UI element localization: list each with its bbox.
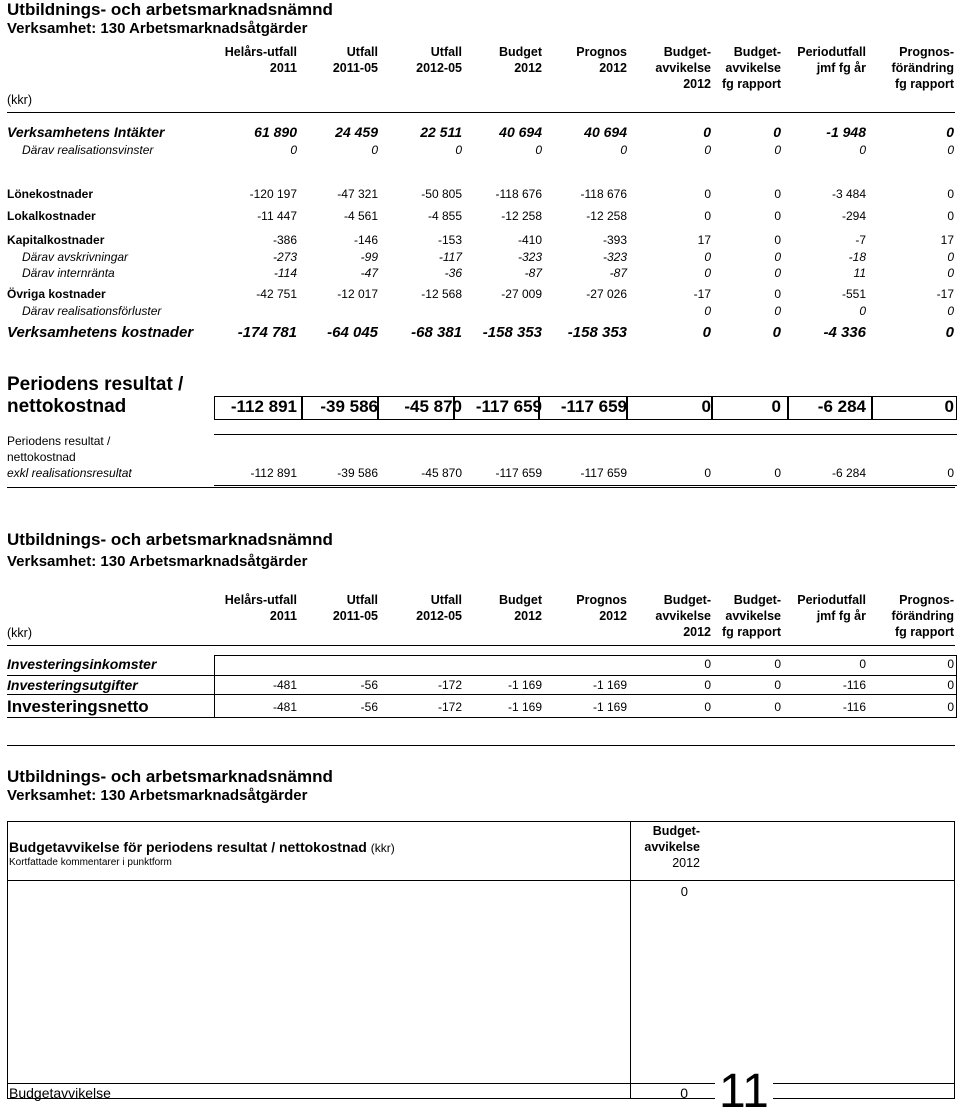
header-divider <box>7 112 955 113</box>
row-value: -118 676 <box>580 187 627 201</box>
row-value: -481 <box>272 700 297 714</box>
row-value: -17 <box>936 287 954 301</box>
row-label: Verksamhetens kostnader <box>7 324 194 341</box>
column-header-line2: avvikelse <box>725 609 781 623</box>
row-value: 0 <box>947 209 954 223</box>
footer-line <box>7 1083 955 1084</box>
row-value: 0 <box>704 678 711 692</box>
row-value: -99 <box>360 250 378 264</box>
row-value: -42 751 <box>256 287 297 301</box>
comment-box-note: Kortfattade kommentarer i punktform <box>9 857 172 868</box>
column-header-line3: 2012 <box>683 77 711 91</box>
row-value: -410 <box>517 233 542 247</box>
result-cell-box <box>539 396 627 420</box>
row-value: 0 <box>620 143 627 157</box>
column-header-line1: Budget- <box>663 45 711 59</box>
column-header-line2: Prognos <box>576 45 627 59</box>
column-header-line3: 2011-05 <box>332 61 378 75</box>
row-value: 61 890 <box>254 124 297 140</box>
row-value: 0 <box>946 124 954 140</box>
row-value: -116 <box>842 678 866 692</box>
column-header-line3: fg rapport <box>721 77 781 91</box>
row-value: -1 169 <box>592 678 627 692</box>
column-header-line3: 2011 <box>269 61 297 75</box>
row-value: -481 <box>272 678 297 692</box>
column-header-line2: avvikelse <box>655 609 711 623</box>
column-header <box>390 592 462 624</box>
row-value: -64 045 <box>327 324 378 341</box>
row-value: 17 <box>940 233 954 247</box>
row-value: -4 561 <box>343 209 378 223</box>
column-header <box>318 44 378 76</box>
result-cell-box <box>378 396 454 420</box>
row-value: -11 447 <box>257 209 297 223</box>
row-value: 0 <box>704 143 711 157</box>
row-value: 0 <box>947 700 954 714</box>
row-value: 0 <box>947 266 954 280</box>
row-value: -18 <box>848 250 866 264</box>
section1-subtitle: Verksamhet: 130 Arbetsmarknadsåtgärder <box>7 20 308 37</box>
row-value: 0 <box>947 678 954 692</box>
result-cell-box <box>302 396 378 420</box>
column-header-line3: 2011 <box>269 609 297 623</box>
row-value: -158 353 <box>567 324 627 341</box>
column-header-line2: Budget <box>498 593 542 607</box>
section1-bottomline <box>7 487 955 488</box>
column-header <box>714 44 781 92</box>
result-value: -112 891 <box>230 397 297 416</box>
result-excl-value: 0 <box>704 466 711 480</box>
row-value: -323 <box>517 250 542 264</box>
row-label: Därav avskrivningar <box>22 250 129 264</box>
row-value: -1 169 <box>507 700 542 714</box>
result-excl-value: -117 659 <box>580 466 627 480</box>
section2-grid <box>214 655 957 718</box>
row-value: -87 <box>609 266 627 280</box>
column-header-line2: avvikelse <box>655 61 711 75</box>
row-value: -551 <box>841 287 866 301</box>
section2-title: Utbildnings- och arbetsmarknadsnämnd <box>7 530 333 549</box>
section3-subtitle: Verksamhet: 130 Arbetsmarknadsåtgärder <box>7 787 308 804</box>
column-header-line3: 2012-05 <box>416 61 462 75</box>
result-cell-box <box>214 396 302 420</box>
column-header-line1: Budget- <box>733 45 781 59</box>
column-header <box>554 44 627 76</box>
row-value: -1 169 <box>507 678 542 692</box>
row-value: 0 <box>774 209 781 223</box>
column-header-line1: Prognos- <box>899 593 954 607</box>
row-value: -116 <box>842 700 866 714</box>
row-value: 0 <box>773 124 781 140</box>
row-value: 40 694 <box>499 124 542 140</box>
result-value: -117 659 <box>560 397 627 416</box>
row-value: 0 <box>774 233 781 247</box>
row-value: -386 <box>272 233 297 247</box>
column-header-line2: Periodutfall <box>797 593 866 607</box>
footer-value: 0 <box>680 1085 688 1101</box>
column-header <box>318 592 378 624</box>
column-header-line1: Prognos- <box>899 45 954 59</box>
column-header-line3: jmf fg år <box>816 61 866 75</box>
column-header <box>637 592 711 640</box>
row-value: 0 <box>774 143 781 157</box>
row-value: 0 <box>945 324 954 341</box>
row-value: -117 <box>438 250 462 264</box>
result-value: -45 870 <box>404 397 462 416</box>
section2-subtitle: Verksamhet: 130 Arbetsmarknadsåtgärder <box>7 553 308 570</box>
column-header-line3: 2012 <box>599 609 627 623</box>
row-value: 0 <box>947 143 954 157</box>
result-excl-label-3: exkl realisationsresultat <box>7 466 132 480</box>
row-value: -3 484 <box>831 187 866 201</box>
result-label-2: nettokostnad <box>7 396 127 417</box>
column-header-line2: Utfall <box>430 45 462 59</box>
row-value: -172 <box>437 678 462 692</box>
row-value: 0 <box>704 657 711 671</box>
row-value: -146 <box>353 233 378 247</box>
row-label: Investeringsinkomster <box>7 656 157 672</box>
column-header <box>554 592 627 624</box>
row-value: -158 353 <box>482 324 542 341</box>
row-value: 0 <box>535 143 542 157</box>
result-excl-bottomline <box>214 485 957 486</box>
row-value: -273 <box>272 250 297 264</box>
row-label: Därav realisationsvinster <box>22 143 154 157</box>
row-value: -56 <box>360 700 378 714</box>
row-value: -47 <box>360 266 378 280</box>
result-excl-label-1: Periodens resultat / <box>7 434 111 448</box>
section2-unit: (kkr) <box>7 626 32 640</box>
row-value: 11 <box>853 266 866 280</box>
row-value: -12 258 <box>586 209 627 223</box>
row-value: 0 <box>774 187 781 201</box>
row-value: -27 009 <box>501 287 542 301</box>
row-value: -87 <box>524 266 542 280</box>
result-excl-value: -112 891 <box>250 466 297 480</box>
column-header-line3: 2012 <box>514 61 542 75</box>
column-header-line2: Utfall <box>346 593 378 607</box>
row-value: -4 336 <box>823 324 866 341</box>
column-header-line3: 2012 <box>683 625 711 639</box>
result-excl-value: 0 <box>947 466 954 480</box>
row-value: 0 <box>774 304 781 318</box>
result-excl-value: 0 <box>774 466 781 480</box>
result-value: -6 284 <box>817 397 866 416</box>
column-header-line3: fg rapport <box>894 625 954 639</box>
result-value: -39 586 <box>320 397 378 416</box>
row-value: 0 <box>947 304 954 318</box>
row-value: 0 <box>290 143 297 157</box>
result-cell-box <box>788 396 872 420</box>
row-value: -323 <box>602 250 627 264</box>
section2-row-line <box>7 694 957 695</box>
row-value: -12 017 <box>337 287 378 301</box>
section3-title: Utbildnings- och arbetsmarknadsnämnd <box>7 767 333 786</box>
section2-row-line <box>7 675 957 676</box>
column-header <box>390 44 462 76</box>
row-value: 0 <box>774 250 781 264</box>
row-label: Därav realisationsförluster <box>22 304 162 318</box>
column-header-line2: Prognos <box>576 593 627 607</box>
column-header-line2: Helårs-utfall <box>224 45 297 59</box>
column-header-line2: Utfall <box>346 45 378 59</box>
result-excl-value: -39 586 <box>337 466 378 480</box>
row-value: 0 <box>455 143 462 157</box>
row-value: -1 948 <box>826 124 866 140</box>
comment-col-value: 0 <box>680 884 688 899</box>
column-header-line3: 2012 <box>514 609 542 623</box>
row-value: 0 <box>704 700 711 714</box>
row-value: -7 <box>855 233 866 247</box>
row-label: Kapitalkostnader <box>7 233 105 247</box>
row-value: 0 <box>704 250 711 264</box>
column-header <box>788 592 866 624</box>
result-excl-value: -45 870 <box>421 466 462 480</box>
column-header-line2: Helårs-utfall <box>224 593 297 607</box>
row-value: 0 <box>703 124 711 140</box>
row-label: Lönekostnader <box>7 187 94 201</box>
result-excl-value: -6 284 <box>831 466 866 480</box>
row-value: -50 805 <box>421 187 462 201</box>
row-value: -172 <box>437 700 462 714</box>
result-value: 0 <box>944 397 954 416</box>
column-header <box>470 44 542 76</box>
row-value: 0 <box>947 657 954 671</box>
column-header-line2: Periodutfall <box>797 45 866 59</box>
row-value: -1 169 <box>592 700 627 714</box>
result-cell-box <box>712 396 788 420</box>
column-header <box>470 592 542 624</box>
column-header <box>788 44 866 76</box>
row-value: 24 459 <box>335 124 378 140</box>
comment-box-header-line <box>7 880 955 881</box>
row-value: -120 197 <box>249 187 297 201</box>
column-header-line1: Budget- <box>663 593 711 607</box>
result-value: 0 <box>771 397 781 416</box>
section1-unit: (kkr) <box>7 93 32 107</box>
row-value: 0 <box>774 700 781 714</box>
row-value: 0 <box>947 250 954 264</box>
row-value: -12 258 <box>501 209 542 223</box>
header-divider-2 <box>7 645 955 646</box>
row-value: -36 <box>444 266 462 280</box>
row-value: -56 <box>360 678 378 692</box>
row-value: 22 511 <box>420 124 462 140</box>
row-value: -4 855 <box>427 209 462 223</box>
column-header <box>637 44 711 92</box>
row-value: 0 <box>774 678 781 692</box>
result-excl-label-2: nettokostnad <box>7 450 76 464</box>
column-header-line2: förändring <box>891 61 954 75</box>
row-value: 0 <box>774 266 781 280</box>
row-value: 0 <box>859 657 866 671</box>
column-header-line3: 2011-05 <box>332 609 378 623</box>
column-header <box>870 592 954 640</box>
row-value: 0 <box>947 187 954 201</box>
column-header-line3: fg rapport <box>721 625 781 639</box>
row-value: 0 <box>859 304 866 318</box>
column-header-line3: 2012-05 <box>416 609 462 623</box>
row-value: -114 <box>273 266 297 280</box>
column-header <box>714 592 781 640</box>
column-header <box>215 44 297 76</box>
row-label: Investeringsnetto <box>7 697 149 716</box>
row-value: 0 <box>704 266 711 280</box>
row-label: Verksamhetens Intäkter <box>7 124 165 140</box>
footer-label: Budgetavvikelse <box>9 1085 111 1101</box>
row-value: 0 <box>704 304 711 318</box>
column-header-line3: jmf fg år <box>816 609 866 623</box>
result-cell-box <box>872 396 957 420</box>
page-number: 11 <box>715 1065 773 1119</box>
section2-bottomline <box>7 745 955 746</box>
result-excl-value: -117 659 <box>495 466 542 480</box>
row-value: -174 781 <box>237 324 297 341</box>
column-header-line3: fg rapport <box>894 77 954 91</box>
result-value: -117 659 <box>475 397 542 416</box>
row-value: -47 321 <box>337 187 378 201</box>
result-cell-box <box>627 396 712 420</box>
row-value: 17 <box>697 233 711 247</box>
column-header-line1: Budget- <box>733 593 781 607</box>
row-value: -17 <box>693 287 711 301</box>
row-value: -118 676 <box>495 187 542 201</box>
row-value: 0 <box>702 324 711 341</box>
section2-row-line <box>7 717 957 718</box>
column-header <box>870 44 954 92</box>
row-label: Övriga kostnader <box>7 287 106 301</box>
row-label: Lokalkostnader <box>7 209 96 223</box>
row-label: Investeringsutgifter <box>7 677 138 693</box>
row-value: 0 <box>704 187 711 201</box>
row-value: 0 <box>772 324 781 341</box>
comment-box-title: Budgetavvikelse för periodens resultat / nettokostnad (kkr) <box>9 839 395 855</box>
row-value: 0 <box>774 657 781 671</box>
result-label-1: Periodens resultat / <box>7 374 184 395</box>
result-excl-topline <box>214 434 957 435</box>
result-cell-box <box>454 396 539 420</box>
column-header <box>215 592 297 624</box>
row-value: -393 <box>602 233 627 247</box>
row-value: 40 694 <box>584 124 627 140</box>
row-value: 0 <box>774 287 781 301</box>
result-value: 0 <box>701 397 711 416</box>
section1-title: Utbildnings- och arbetsmarknadsnämnd <box>7 0 333 19</box>
column-header-line2: förändring <box>891 609 954 623</box>
column-header-line3: 2012 <box>599 61 627 75</box>
row-value: -68 381 <box>411 324 462 341</box>
row-value: 0 <box>704 209 711 223</box>
row-value: -153 <box>437 233 462 247</box>
row-value: -12 568 <box>421 287 462 301</box>
column-header-line2: Utfall <box>430 593 462 607</box>
row-value: 0 <box>859 143 866 157</box>
column-header-line2: Budget <box>498 45 542 59</box>
column-header-line2: avvikelse <box>725 61 781 75</box>
row-value: -27 026 <box>586 287 627 301</box>
row-label: Därav internränta <box>22 266 115 280</box>
comment-col-header: Budget- avvikelse 2012 <box>644 824 700 870</box>
row-value: -294 <box>841 209 866 223</box>
row-value: 0 <box>371 143 378 157</box>
